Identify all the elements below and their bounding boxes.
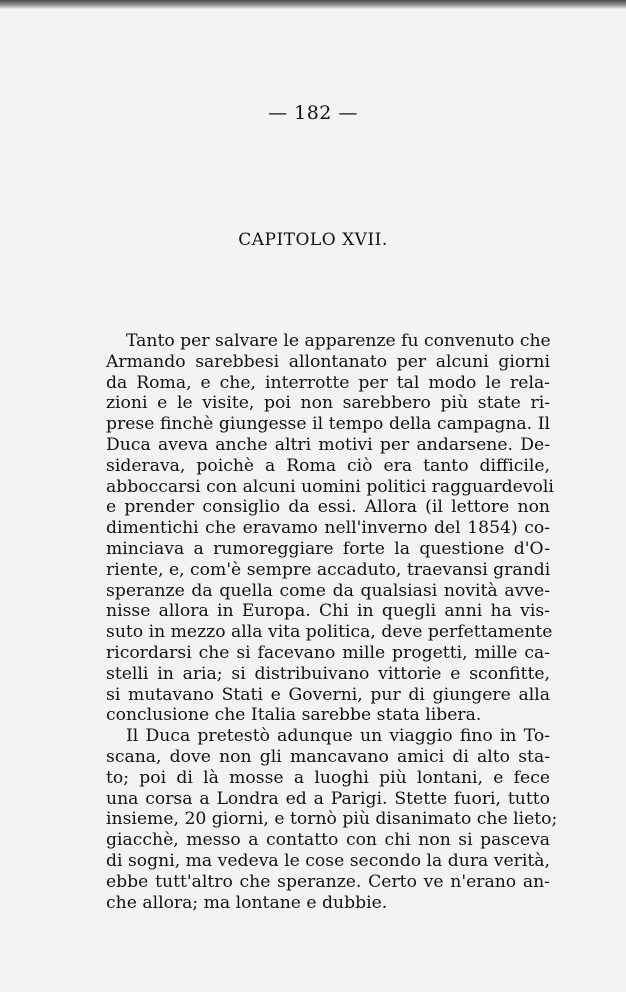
text-line: che allora; ma lontane e dubbie. (106, 892, 388, 913)
text-line: riente, e, com'è sempre accaduto, traevansi grandi (106, 559, 551, 580)
text-line: insieme, 20 giorni, e tornò più disanimato che lieto; (106, 809, 558, 830)
text-line: to; poi di là mosse a luoghi più lontani, e fece (106, 767, 550, 788)
text-line: scana, dove non gli mancavano amici di alto sta- (106, 746, 550, 767)
text-line: Armando sarebbesi allontanato per alcuni giorni (106, 351, 550, 372)
text-line: dimentichi che eravamo nell'inverno del 1854) co- (106, 518, 550, 539)
text-line: di sogni, ma vedeva le cose secondo la dura verità, (106, 850, 550, 871)
text-line: ricordarsi che si facevano mille progetti, mille ca- (106, 642, 550, 663)
text-line: si mutavano Stati e Governi, pur di giungere alla (106, 684, 550, 705)
text-line: giacchè, messo a contatto con chi non si pasceva (106, 830, 550, 851)
text-line: da Roma, e che, interrotte per tal modo le rela- (106, 372, 550, 393)
page-top-edge-shadow (0, 0, 626, 9)
text-line: una corsa a Londra ed a Parigi. Stette fuori, tutto (106, 788, 550, 809)
text-line: prese finchè giungesse il tempo della campagna. Il (106, 414, 550, 435)
text-line: speranze da quella come da qualsiasi novità avve- (106, 580, 550, 601)
chapter-title: CAPITOLO XVII. (238, 230, 388, 250)
text-line: zioni e le visite, poi non sarebbero più state ri- (106, 393, 550, 414)
body-text (106, 331, 558, 913)
text-line: Il Duca pretestò adunque un viaggio fino in To- (126, 726, 550, 747)
text-line: minciava a rumoreggiare forte la questione d'O- (106, 538, 550, 559)
text-line: ebbe tutt'altro che speranze. Certo ve n'erano an- (106, 871, 550, 892)
page-number: — 182 — (268, 102, 358, 124)
text-line: e prender consiglio da essi. Allora (il lettore non (106, 497, 550, 518)
text-line: stelli in aria; si distribuivano vittorie e sconfitte, (106, 663, 550, 684)
text-line: Tanto per salvare le apparenze fu convenuto che (126, 331, 551, 351)
text-line: abboccarsi con alcuni uomini politici ragguardevoli (106, 476, 554, 497)
text-line: Duca aveva anche altri motivi per andarsene. De- (106, 434, 550, 455)
text-line: conclusione che Italia sarebbe stata libera. (106, 705, 482, 726)
text-line: siderava, poichè a Roma ciò era tanto difficile, (106, 455, 550, 476)
text-line: suto in mezzo alla vita politica, deve perfettamente (106, 622, 553, 643)
text-line: nisse allora in Europa. Chi in quegli anni ha vis- (106, 601, 550, 622)
